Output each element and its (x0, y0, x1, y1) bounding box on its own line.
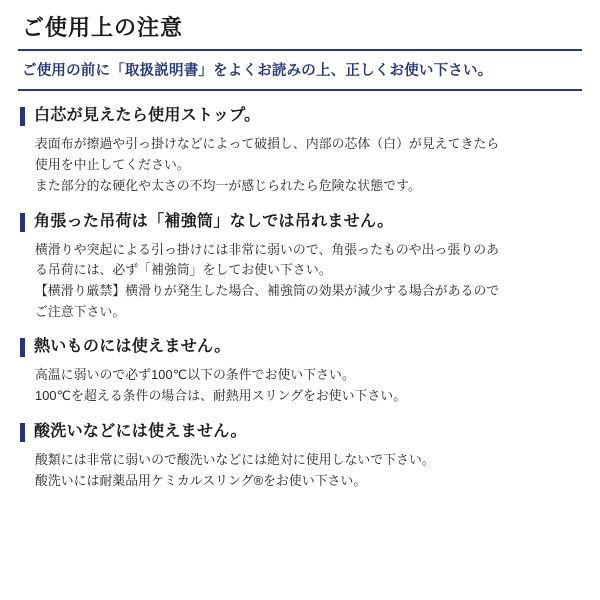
section-header (18, 422, 582, 442)
section-line: 酸類には非常に弱いので酸洗いなどには絶対に使用しないで下さい。 (35, 451, 435, 467)
notice-section-2 (18, 212, 582, 323)
accent-bar-icon (20, 423, 25, 442)
page-title: ご使用上の注意 (22, 15, 184, 40)
section-title: 熱いものには使えません。 (34, 338, 231, 356)
section-line: 表面布が擦過や引っ掛けなどによって破損し、内部の芯体（白）が見えてきたら (35, 136, 500, 152)
section-title: 酸洗いなどには使えません。 (34, 422, 247, 440)
section-header (18, 212, 582, 232)
section-line: 使用を中止してください。 (35, 157, 190, 173)
notice-section-1 (18, 106, 582, 196)
section-line: る吊荷には、必ず「補強筒」をしてお使い下さい。 (35, 262, 332, 278)
section-title: 角張った吊荷は「補強筒」なしでは吊れません。 (34, 212, 394, 230)
section-header (18, 337, 582, 357)
notice-section-3 (18, 337, 582, 406)
accent-bar-icon (20, 338, 25, 357)
section-body (18, 240, 582, 323)
section-body (18, 134, 582, 196)
section-line: 100℃を超える条件の場合は、耐熱用スリングをお使い下さい。 (35, 388, 407, 404)
notice-section-4 (18, 422, 582, 491)
section-line: 高温に弱いので必ず100℃以下の条件でお使い下さい。 (35, 367, 355, 383)
section-line: ご注意下さい。 (35, 303, 126, 319)
lead-statement: ご使用の前に「取扱説明書」をよくお読みの上、正しくお使い下さい。 (22, 62, 493, 79)
section-header (18, 106, 582, 126)
title-divider (18, 49, 582, 51)
section-line: 酸洗いには耐薬品用ケミカルスリング®をお使い下さい。 (35, 472, 367, 488)
section-body (18, 450, 582, 491)
accent-bar-icon (20, 213, 25, 232)
section-body (18, 365, 582, 406)
section-line: 横滑りや突起による引っ掛けには非常に弱いので、角張ったものや出っ張りのあ (35, 241, 500, 257)
lead-divider (18, 89, 582, 91)
accent-bar-icon (20, 107, 25, 126)
section-line: 【横滑り厳禁】横滑りが発生した場合、補強筒の効果が減少する場合があるので (35, 282, 500, 298)
section-line: また部分的な硬化や太さの不均一が感じられたら危険な状態です。 (35, 177, 421, 193)
section-title: 白芯が見えたら使用ストップ。 (34, 107, 261, 125)
